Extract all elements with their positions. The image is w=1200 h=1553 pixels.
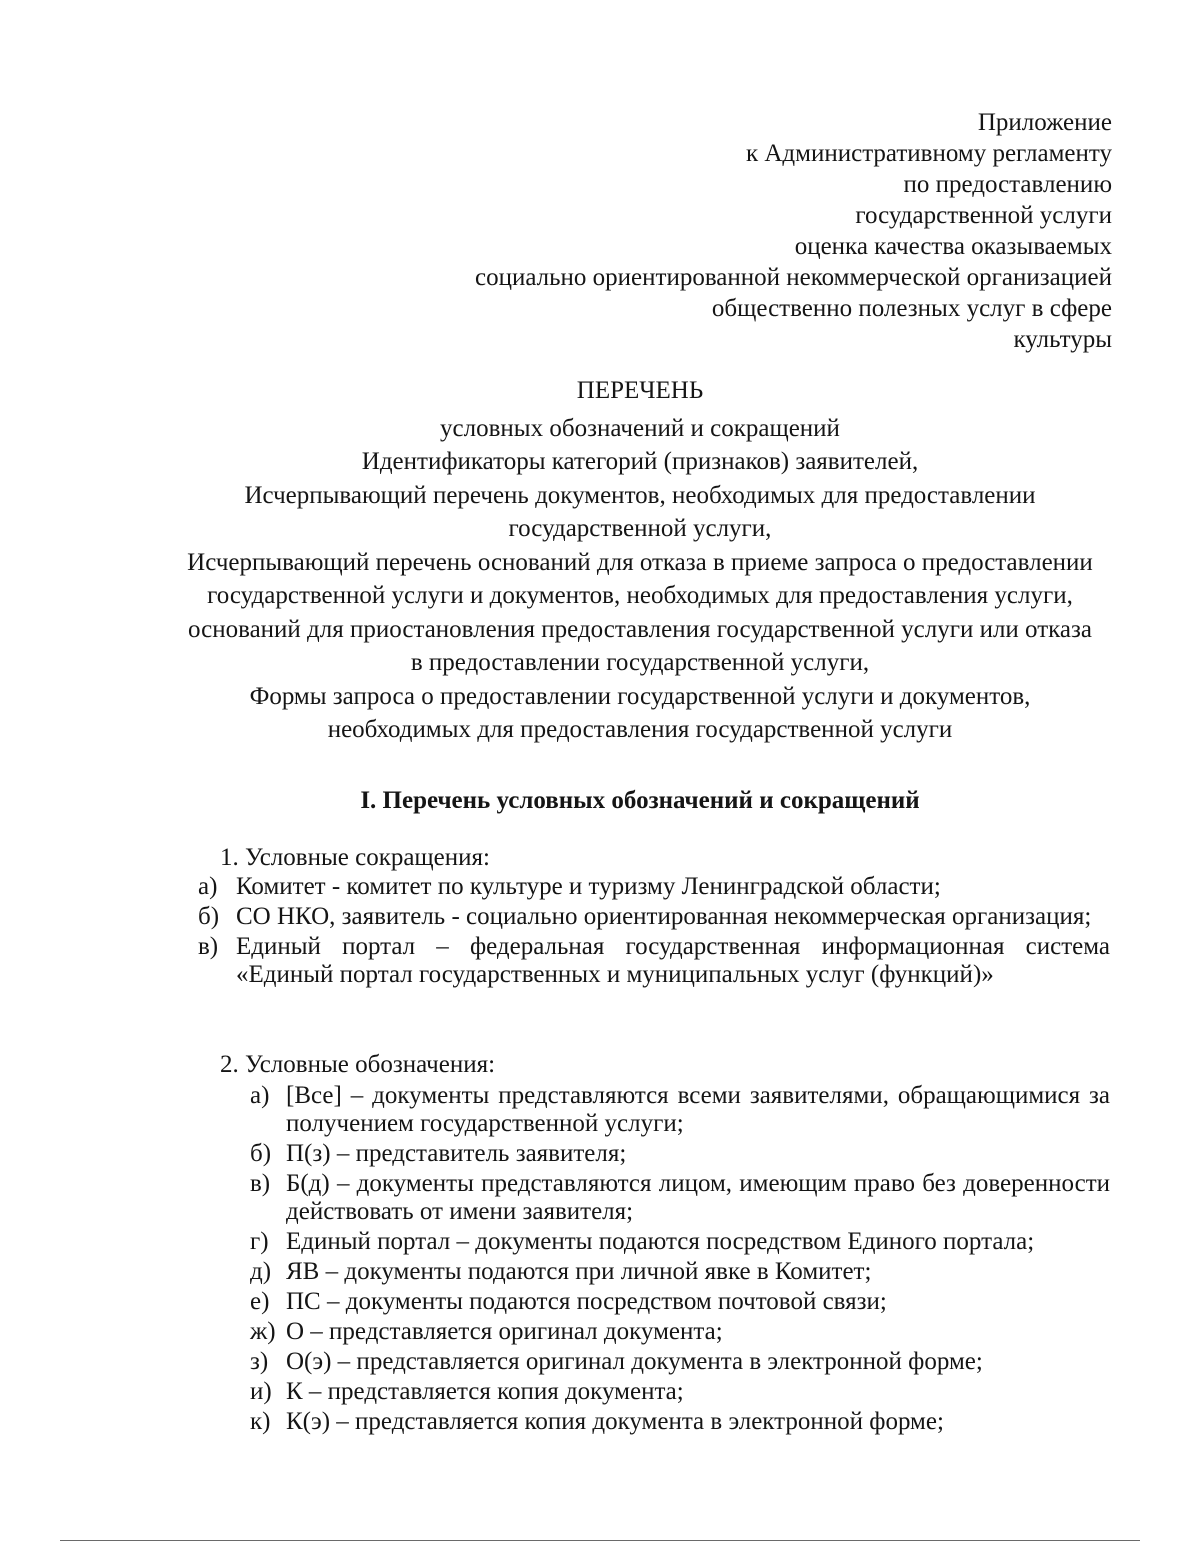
list-item-text: ЯВ – документы подаются при личной явке в Комитет; xyxy=(286,1258,872,1285)
list-item xyxy=(198,873,1110,901)
list-item xyxy=(250,1228,1110,1256)
list-marker: а) xyxy=(250,1082,270,1109)
list-item-text: СО НКО, заявитель - социально ориентированная некоммерческая организация; xyxy=(236,903,1092,930)
list-marker: в) xyxy=(198,933,219,960)
list-item xyxy=(250,1140,1110,1168)
appendix-line: оценка качества оказываемых xyxy=(794,233,1112,260)
list-item xyxy=(250,1288,1110,1316)
list-marker: д) xyxy=(250,1258,272,1285)
title-line: необходимых для предоставления государственной услуги xyxy=(327,716,953,743)
list-marker: ж) xyxy=(250,1318,276,1345)
appendix-header xyxy=(392,107,1112,355)
section-heading: I. Перечень условных обозначений и сокращений xyxy=(360,787,920,814)
list-item xyxy=(198,933,1110,989)
list-item-text: К(э) – представляется копия документа в электронной форме; xyxy=(286,1408,944,1435)
list-item-text: Б(д) – документы представляются лицом, имеющим право без доверенности действовать от имени заявителя; xyxy=(286,1170,1110,1225)
list-item xyxy=(250,1348,1110,1376)
title-line: государственной услуги, xyxy=(508,515,772,542)
list-item-text: К – представляется копия документа; xyxy=(286,1378,684,1405)
list-marker: к) xyxy=(250,1408,271,1435)
abbreviations-heading: 1. Условные сокращения: xyxy=(220,844,490,871)
list-item-text: Единый портал – документы подаются посредством Единого портала; xyxy=(286,1228,1035,1255)
list-marker: г) xyxy=(250,1228,269,1255)
appendix-line: общественно полезных услуг в сфере xyxy=(711,295,1112,322)
list-item-text: [Все] – документы представляются всеми заявителями, обращающимися за получением государственной услуги; xyxy=(286,1082,1110,1137)
appendix-line: культуры xyxy=(1013,326,1112,353)
appendix-line: Приложение xyxy=(977,109,1112,136)
list-item-text: Комитет - комитет по культуре и туризму Ленинградской области; xyxy=(236,873,941,900)
title-line: оснований для приостановления предоставления государственной услуги или отказа xyxy=(188,615,1092,643)
appendix-line: к Административному регламенту xyxy=(745,140,1112,167)
designations-heading: 2. Условные обозначения: xyxy=(220,1051,496,1078)
appendix-line: по предоставлению xyxy=(903,171,1112,198)
list-item-text: О(э) – представляется оригинал документа в электронной форме; xyxy=(286,1348,983,1375)
list-item xyxy=(250,1318,1110,1346)
title-line: Исчерпывающий перечень оснований для отказа в приеме запроса о предоставлении xyxy=(187,548,1093,576)
list-marker: е) xyxy=(250,1288,270,1315)
title-line: условных обозначений и сокращений xyxy=(440,414,840,442)
list-marker: б) xyxy=(250,1140,272,1167)
title-line: государственной услуги и документов, необходимых для предоставления услуги, xyxy=(207,582,1073,609)
list-item-text: ПС – документы подаются посредством почтовой связи; xyxy=(286,1288,887,1315)
title-main: ПЕРЕЧЕНЬ xyxy=(576,377,704,404)
page-bottom-rule xyxy=(60,1540,1140,1541)
list-marker: а) xyxy=(198,873,218,900)
list-marker: б) xyxy=(198,903,220,930)
list-item-text: П(з) – представитель заявителя; xyxy=(286,1140,627,1167)
title-line: Формы запроса о предоставлении государственной услуги и документов, xyxy=(249,682,1031,710)
list-item-text: Единый портал – федеральная государственная информационная система «Единый портал государственных и муниципальных услуг (функций)» xyxy=(236,933,1110,988)
title-line: Идентификаторы категорий (признаков) заявителей, xyxy=(361,448,919,475)
appendix-line: социально ориентированной некоммерческой организацией xyxy=(475,264,1112,291)
title-line: Исчерпывающий перечень документов, необходимых для предоставлении xyxy=(244,481,1036,509)
list-item xyxy=(198,903,1110,931)
list-item xyxy=(250,1170,1110,1226)
list-item-text: О – представляется оригинал документа; xyxy=(286,1318,723,1345)
list-item xyxy=(250,1378,1110,1406)
list-item xyxy=(250,1408,1110,1436)
list-marker: в) xyxy=(250,1170,271,1197)
abbreviations-list xyxy=(198,873,1110,991)
list-item xyxy=(250,1258,1110,1286)
designations-list xyxy=(250,1082,1110,1438)
appendix-line: государственной услуги xyxy=(855,202,1112,229)
document-title xyxy=(120,374,1160,747)
title-line: в предоставлении государственной услуги, xyxy=(410,649,870,676)
list-item xyxy=(250,1082,1110,1138)
list-marker: и) xyxy=(250,1378,272,1405)
list-marker: з) xyxy=(250,1348,269,1375)
